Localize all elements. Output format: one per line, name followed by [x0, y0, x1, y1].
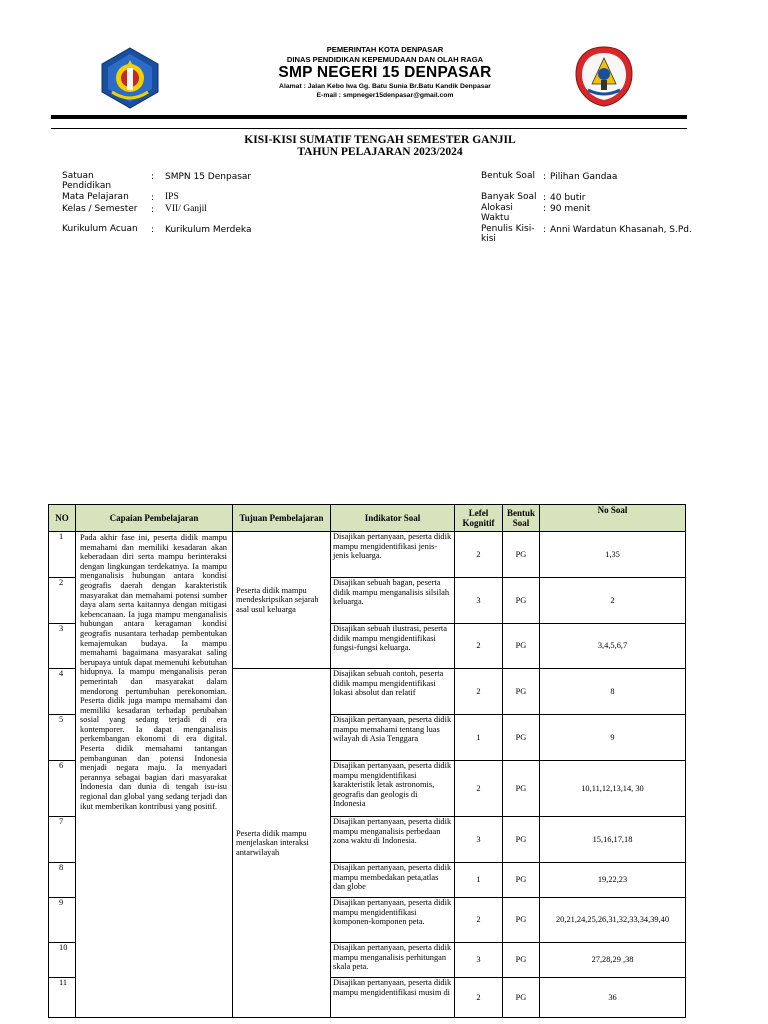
- level-cell: 3: [455, 943, 503, 978]
- info-colon: :: [543, 225, 547, 235]
- level-cell: 2: [455, 532, 503, 578]
- level-cell: 3: [455, 578, 503, 624]
- tujuan-pembelajaran-cell: Peserta didik mampu mendeskripsikan sejarah asal usul keluarga: [233, 532, 331, 669]
- header-level: Lefel Kognitif: [455, 505, 503, 532]
- row-no: 5: [49, 715, 76, 761]
- row-no: 10: [49, 943, 76, 978]
- level-cell: 2: [455, 978, 503, 1018]
- level-cell: 3: [455, 817, 503, 863]
- header-government-line: PEMERINTAH KOTA DENPASAR: [326, 45, 444, 54]
- document-subtitle: TAHUN PELAJARAN 2023/2024: [297, 146, 463, 158]
- bentuk-cell: PG: [503, 943, 540, 978]
- info-value-banyak-soal: 40 butir: [550, 193, 586, 203]
- row-no: 9: [49, 898, 76, 943]
- bentuk-cell: PG: [503, 978, 540, 1018]
- bentuk-cell: PG: [503, 715, 540, 761]
- indikator-cell: Disajikan pertanyaan, peserta didik mampu mengidentifikasi jenis-jenis keluarga.: [331, 532, 455, 578]
- indikator-cell: Disajikan pertanyaan, peserta didik mampu mengidentifikasi musim di: [331, 978, 455, 1018]
- header-capaian: Capaian Pembelajaran: [76, 505, 233, 532]
- info-value-satuan: SMPN 15 Denpasar: [165, 172, 252, 182]
- header-divider-thin: [51, 128, 687, 129]
- tujuan-pembelajaran-cell: Peserta didik mampu menjelaskan interaksi antarwilayah: [233, 669, 331, 1018]
- bentuk-cell: PG: [503, 532, 540, 578]
- info-colon: :: [543, 204, 547, 214]
- nosoal-cell: 1,35: [540, 532, 686, 578]
- info-label-bentuk-soal: Bentuk Soal: [481, 171, 535, 181]
- info-value-mapel: IPS: [165, 192, 179, 202]
- row-no: 6: [49, 761, 76, 817]
- bentuk-cell: PG: [503, 817, 540, 863]
- row-no: 2: [49, 578, 76, 624]
- row-no: 4: [49, 669, 76, 715]
- indikator-cell: Disajikan sebuah ilustrasi, peserta didik mampu mengidentifikasi fungsi-fungsi keluarga.: [331, 624, 455, 669]
- indikator-cell: Disajikan pertanyaan, peserta didik mampu menganalisis perbedaan zona waktu di Indonesia.: [331, 817, 455, 863]
- bentuk-cell: PG: [503, 863, 540, 898]
- header-department-line: DINAS PENDIDIKAN KEPEMUDAAN DAN OLAH RAGA: [286, 55, 484, 64]
- header-nosoal: No Soal: [540, 505, 686, 532]
- nosoal-cell: 2: [540, 578, 686, 624]
- bentuk-cell: PG: [503, 624, 540, 669]
- indikator-cell: Disajikan pertanyaan, peserta didik mampu memahami tentang luas wilayah di Asia Tenggara: [331, 715, 455, 761]
- info-label-satuan: Satuan Pendidikan: [62, 171, 112, 191]
- nosoal-cell: 27,28,29 ,38: [540, 943, 686, 978]
- info-label-banyak-soal: Banyak Soal: [481, 192, 537, 202]
- indikator-cell: Disajikan pertanyaan, peserta didik mampu mengidentifikasi karakteristik letak astronomis, geografis dan geologis di Indonesia: [331, 761, 455, 817]
- info-colon: :: [543, 172, 547, 182]
- info-label-penulis: Penulis Kisi-kisi: [481, 224, 535, 244]
- level-cell: 2: [455, 761, 503, 817]
- nosoal-cell: 15,16,17,18: [540, 817, 686, 863]
- info-colon: :: [151, 225, 155, 235]
- header-tujuan: Tujuan Pembelajaran: [233, 505, 331, 532]
- info-value-alokasi: 90 menit: [550, 204, 591, 214]
- header-divider-thick: [51, 115, 687, 119]
- info-colon: :: [151, 193, 155, 203]
- indikator-cell: Disajikan sebuah bagan, peserta didik mampu menganalisis silsilah keluarga.: [331, 578, 455, 624]
- level-cell: 1: [455, 863, 503, 898]
- row-no: 8: [49, 863, 76, 898]
- nosoal-cell: 19,22,23: [540, 863, 686, 898]
- header-school-name: SMP NEGERI 15 DENPASAR: [278, 64, 492, 81]
- indikator-cell: Disajikan pertanyaan, peserta didik mampu menganalisis perhitungan skala peta.: [331, 943, 455, 978]
- nosoal-cell: 3,4,5,6,7: [540, 624, 686, 669]
- level-cell: 2: [455, 898, 503, 943]
- nosoal-cell: 10,11,12,13,14, 30: [540, 761, 686, 817]
- info-colon: :: [151, 205, 155, 215]
- info-label-mapel: Mata Pelajaran: [62, 192, 129, 202]
- info-value-penulis: Anni Wardatun Khasanah, S.Pd.: [550, 225, 692, 235]
- capaian-pembelajaran-cell: Pada akhir fase ini, peserta didik mampu memahami dan memiliki kesadaran akan keberadaan diri serta mampu berinteraksi dengan lingkungan terdekatnya. Ia mampu menganalisis hubungan antara kondisi geografis daerah dengan karakteristik masyarakat dan memahami potensi sumber daya alam serta kaitannya dengan mitigasi kebencanaan. Ia juga mampu menganalisis hubungan antara keragaman kondisi geografis nusantara terhadap pembentukan kemajemukan budaya. Ia mampu memahami bagaimana masyarakat saling berupaya untuk dapat memenuhi kebutuhan hidupnya. Ia mampu menganalisis peran pemerintah dan masyarakat dalam mendorong pertumbuhan perekonomian. Peserta didik juga mampu memahami dan memiliki kesadaran terhadap perubahan sosial yang sedang terjadi di era kontemporer. Ia dapat menganalisis perkembangan ekonomi di era digital. Peserta didik memahami tantangan pembangunan dan potensi Indonesia menjadi negara maju. Ia menyadari perannya sebagai bagian dari masyarakat Indonesia dan dunia di tengah isu-isu regional dan global yang sedang terjadi dan ikut memberikan kontribusi yang positif.: [76, 532, 233, 1018]
- school-emblem-icon: [572, 44, 636, 108]
- bentuk-cell: PG: [503, 898, 540, 943]
- nosoal-cell: 20,21,24,25,26,31,32,33,34,39,40: [540, 898, 686, 943]
- level-cell: 1: [455, 715, 503, 761]
- level-cell: 2: [455, 669, 503, 715]
- bentuk-cell: PG: [503, 669, 540, 715]
- level-cell: 2: [455, 624, 503, 669]
- table-row: [49, 532, 686, 578]
- header-bentuk: Bentuk Soal: [503, 505, 540, 532]
- info-label-alokasi: Alokasi Waktu: [481, 203, 513, 223]
- info-label-kurikulum: Kurikulum Acuan: [62, 224, 138, 234]
- info-value-kurikulum: Kurikulum Merdeka: [165, 225, 252, 235]
- document-title: KISI-KISI SUMATIF TENGAH SEMESTER GANJIL: [244, 134, 516, 146]
- indikator-cell: Disajikan pertanyaan, peserta didik mampu membedakan peta,atlas dan globe: [331, 863, 455, 898]
- table-header-row: [49, 505, 686, 532]
- info-value-kelas: VII/ Ganjil: [165, 204, 207, 214]
- info-label-kelas: Kelas / Semester: [62, 204, 138, 214]
- nosoal-cell: 36: [540, 978, 686, 1018]
- kisi-kisi-table: [48, 504, 686, 1018]
- row-no: 7: [49, 817, 76, 863]
- bentuk-cell: PG: [503, 761, 540, 817]
- indikator-cell: Disajikan sebuah contoh, peserta didik mampu mengidentifikasi lokasi absolut dan relatif: [331, 669, 455, 715]
- bentuk-cell: PG: [503, 578, 540, 624]
- header-address: Alamat : Jalan Kebo Iwa Gg. Batu Sunia Br.Batu Kandik Denpasar: [279, 83, 491, 90]
- row-no: 3: [49, 624, 76, 669]
- info-value-bentuk-soal: Pilihan Gandaa: [550, 172, 618, 182]
- indikator-cell: Disajikan pertanyaan, peserta didik mampu mengidentifikasi komponen-komponen peta.: [331, 898, 455, 943]
- info-colon: :: [151, 172, 155, 182]
- header-indikator: Indikator Soal: [331, 505, 455, 532]
- row-no: 1: [49, 532, 76, 578]
- nosoal-cell: 8: [540, 669, 686, 715]
- info-colon: :: [543, 193, 547, 203]
- nosoal-cell: 9: [540, 715, 686, 761]
- denpasar-city-emblem-icon: [98, 46, 162, 110]
- header-email: E-mail : smpneger15denpasar@gmail.com: [316, 92, 454, 99]
- header-no: NO: [49, 505, 76, 532]
- row-no: 11: [49, 978, 76, 1018]
